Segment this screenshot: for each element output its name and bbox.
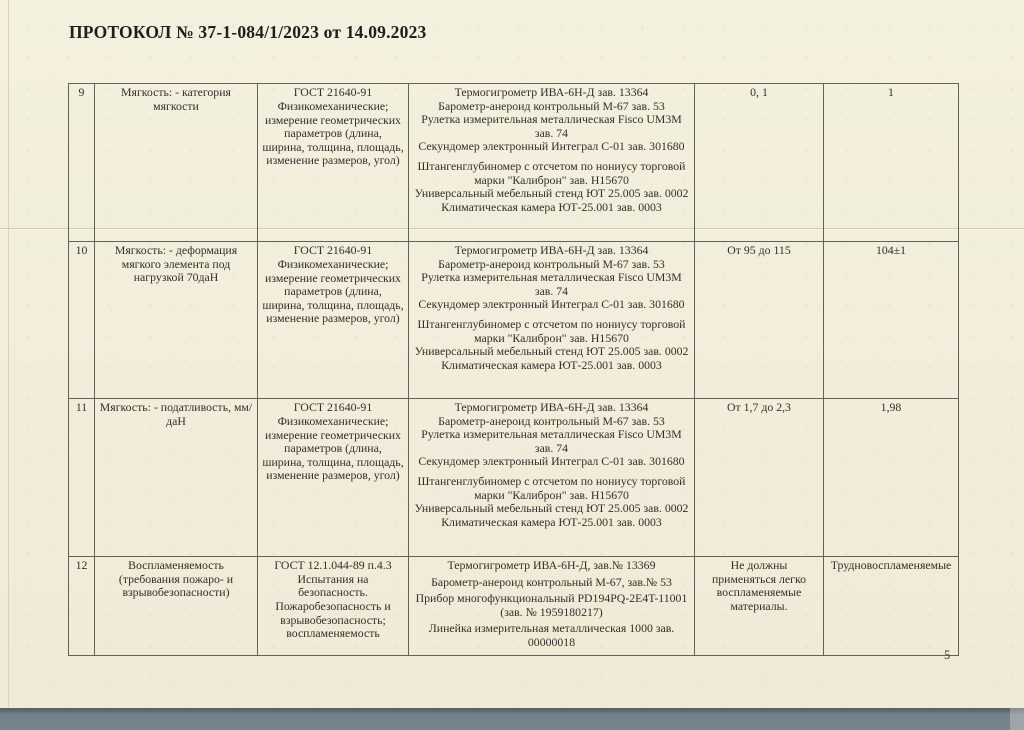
table-row: [69, 557, 959, 656]
equipment-line: Климатическая камера ЮТ-25.001 зав. 0003: [441, 199, 662, 214]
equipment-line: Климатическая камера ЮТ-25.001 зав. 0003: [441, 357, 662, 372]
equipment-line: Термогигрометр ИВА-6Н-Д зав. 13364: [454, 400, 649, 414]
page-number: 5: [944, 648, 951, 662]
equipment-line: Рулетка измерительная металлическая Fisco UM3M зав. 74: [421, 112, 682, 140]
method-line: Физикомеханические; измерение геометрических параметров (длина, ширина, толщина, площадь, изменение размеров, угол): [262, 99, 404, 168]
cell-test-method: [258, 242, 409, 399]
cell-equipment: [409, 399, 695, 557]
equipment-line: Барометр-анероид контрольный М-67, зав.№ 53: [431, 574, 672, 589]
method-line: ГОСТ 21640-91: [293, 85, 373, 99]
cell-characteristic: Мягкость: - категория мягкости: [95, 84, 258, 242]
cell-row-number: 12: [69, 557, 95, 656]
equipment-line: Универсальный мебельный стенд ЮТ 25.005 зав. 0002: [414, 186, 689, 201]
equipment-line: Секундомер электронный Интеграл С-01 зав. 301680: [418, 454, 685, 469]
equipment-line: Термогигрометр ИВА-6Н-Д зав. 13364: [454, 243, 649, 257]
method-line: ГОСТ 12.1.044-89 п.4.3 Испытания на безопасность.: [274, 558, 392, 600]
cell-test-method: [258, 84, 409, 242]
cell-row-number: 11: [69, 399, 95, 557]
cell-characteristic: Воспламеняемость (требования пожаро- и взрывобезопасности): [95, 557, 258, 656]
equipment-line: Линейка измерительная металлическая 1000 зав. 00000018: [428, 621, 675, 649]
cell-equipment: [409, 557, 695, 656]
equipment-line: Универсальный мебельный стенд ЮТ 25.005 зав. 0002: [414, 501, 689, 516]
cell-characteristic: Мягкость: - податливость, мм/даН: [95, 399, 258, 557]
cell-norm-value: От 95 до 115: [695, 242, 824, 399]
scanner-background: [0, 708, 1024, 730]
table-row: [69, 242, 959, 399]
table-row: [69, 399, 959, 557]
equipment-line: Секундомер электронный Интеграл С-01 зав. 301680: [418, 297, 685, 312]
method-line: Физикомеханические; измерение геометрических параметров (длина, ширина, толщина, площадь, изменение размеров, угол): [262, 414, 404, 483]
method-line: Пожаробезопасность и взрывобезопасность; воспламеняемость: [275, 599, 391, 641]
method-line: ГОСТ 21640-91: [293, 243, 373, 257]
cell-row-number: 10: [69, 242, 95, 399]
cell-row-number: 9: [69, 84, 95, 242]
cell-test-result: 104±1: [824, 242, 959, 399]
method-line: ГОСТ 21640-91: [293, 400, 373, 414]
cell-norm-value: Не должны применяться легко воспламеняемые материалы.: [695, 557, 824, 656]
equipment-line: Рулетка измерительная металлическая Fisco UM3M зав. 74: [421, 427, 682, 455]
protocol-table: [68, 83, 959, 656]
equipment-line: Штангенглубиномер с отсчетом по нониусу торговой марки "Калиброн" зав. Н15670: [417, 473, 686, 502]
cell-test-method: [258, 399, 409, 557]
cell-test-method: [258, 557, 409, 656]
equipment-line: Термогигрометр ИВА-6Н-Д зав. 13364: [454, 85, 649, 99]
cell-test-result: 1,98: [824, 399, 959, 557]
equipment-line: Барометр-анероид контрольный М-67 зав. 53: [438, 98, 665, 113]
cell-test-result: Трудновоспламеняемые: [824, 557, 959, 656]
cell-equipment: [409, 242, 695, 399]
equipment-line: Рулетка измерительная металлическая Fisco UM3M зав. 74: [421, 270, 682, 298]
equipment-line: Штангенглубиномер с отсчетом по нониусу торговой марки "Калиброн" зав. Н15670: [417, 158, 686, 187]
equipment-line: Климатическая камера ЮТ-25.001 зав. 0003: [441, 514, 662, 529]
equipment-line: Секундомер электронный Интеграл С-01 зав. 301680: [418, 139, 685, 154]
paper-edge-crease: [8, 0, 9, 707]
cell-equipment: [409, 84, 695, 242]
cell-norm-value: 0, 1: [695, 84, 824, 242]
page-title: ПРОТОКОЛ № 37-1-084/1/2023 от 14.09.2023: [69, 22, 427, 42]
equipment-line: Штангенглубиномер с отсчетом по нониусу торговой марки "Калиброн" зав. Н15670: [417, 316, 686, 345]
equipment-line: Термогигрометр ИВА-6Н-Д, зав.№ 13369: [447, 558, 656, 572]
equipment-line: Барометр-анероид контрольный М-67 зав. 53: [438, 413, 665, 428]
table-row: [69, 84, 959, 242]
cell-test-result: 1: [824, 84, 959, 242]
equipment-line: Универсальный мебельный стенд ЮТ 25.005 зав. 0002: [414, 344, 689, 359]
cell-norm-value: От 1,7 до 2,3: [695, 399, 824, 557]
cell-characteristic: Мягкость: - деформация мягкого элемента под нагрузкой 70даН: [95, 242, 258, 399]
equipment-line: Барометр-анероид контрольный М-67 зав. 53: [438, 256, 665, 271]
protocol-table-body: [69, 84, 959, 656]
method-line: Физикомеханические; измерение геометрических параметров (длина, ширина, толщина, площадь, изменение размеров, угол): [262, 257, 404, 326]
equipment-line: Прибор многофункциональный PD194PQ-2E4T-11001 (зав. № 1959180217): [415, 591, 688, 619]
